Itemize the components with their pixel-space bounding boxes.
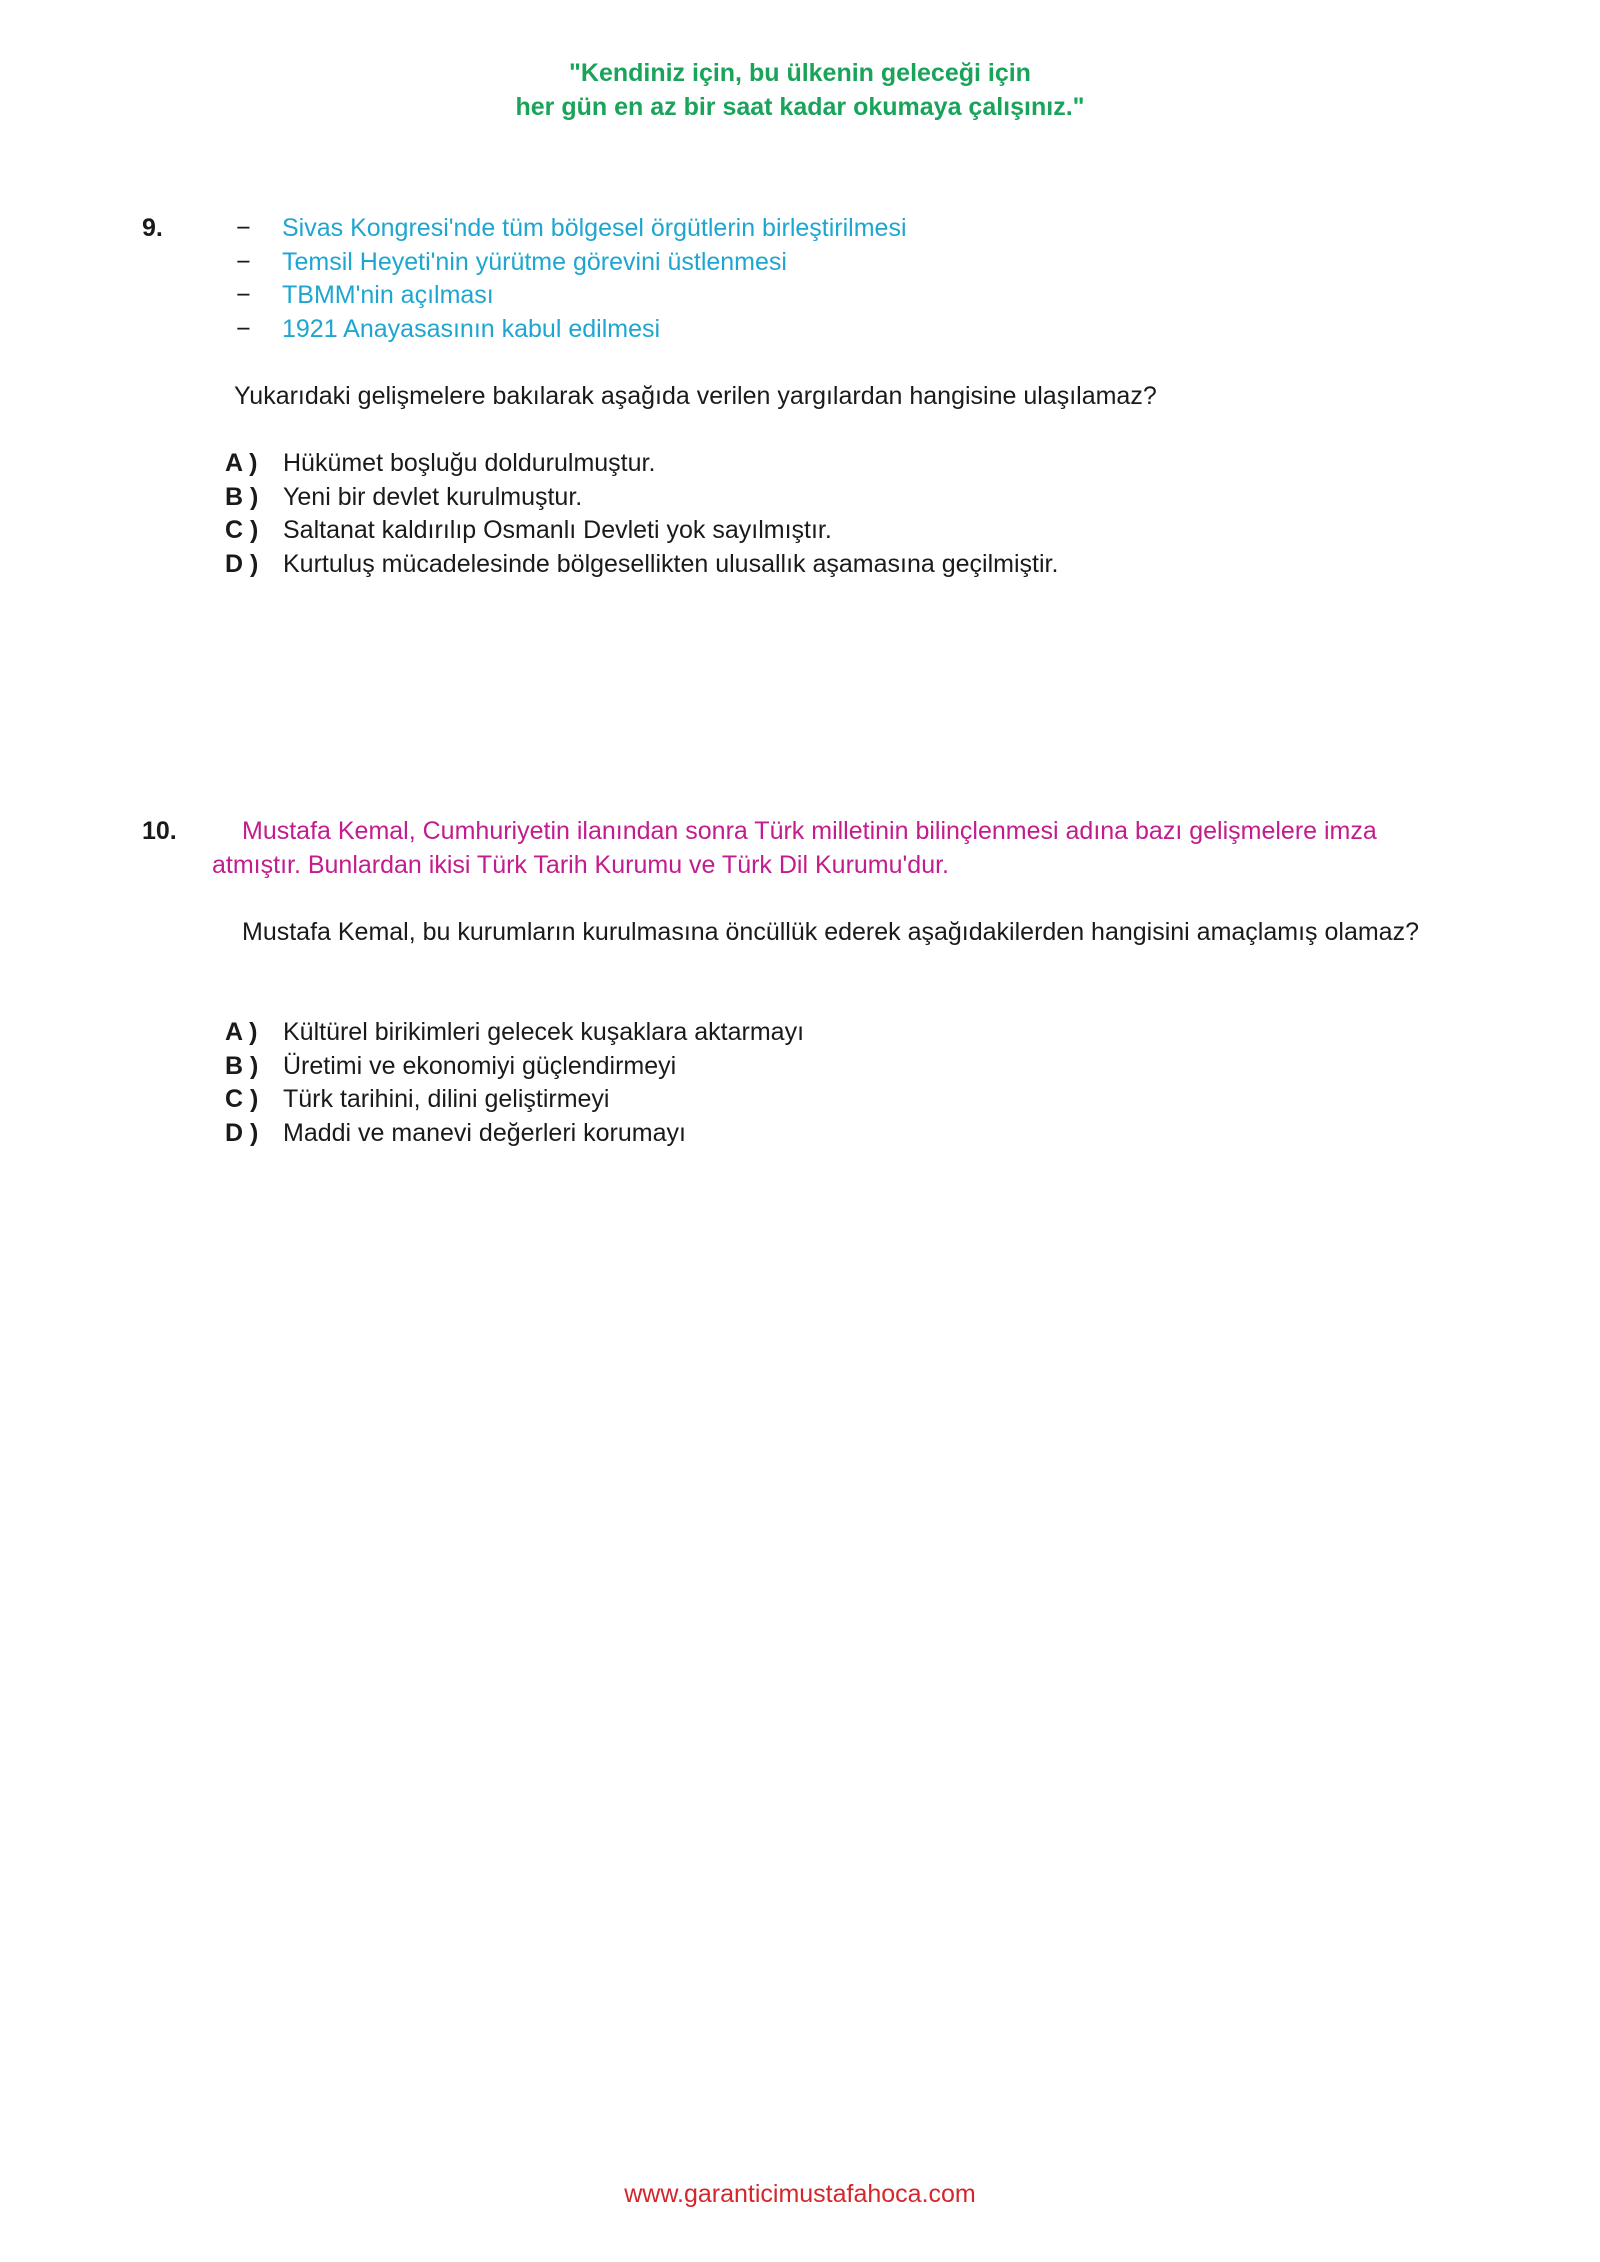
header-quote-line-2: her gün en az bir saat kadar okumaya çalışınız."	[515, 93, 1085, 121]
dash-bullet: −	[236, 214, 251, 242]
option-d[interactable]	[225, 548, 1058, 582]
option-letter: D )	[225, 1118, 259, 1147]
dash-bullet: −	[236, 314, 251, 343]
header-quote	[0, 56, 1600, 124]
question-10-intro: Mustafa Kemal, Cumhuriyetin ilanından sonra Türk milletinin bilinçlenmesi adına bazı gelişmelere imza atmıştır. Bunlardan ikisi Türk Tarih Kurumu ve Türk Dil Kurumu'dur.	[212, 817, 1377, 879]
question-9-stem: Yukarıdaki gelişmelere bakılarak aşağıda verilen yargılardan hangisine ulaşılamaz?	[234, 382, 1157, 410]
option-c[interactable]	[225, 514, 1058, 548]
option-letter: D )	[225, 549, 259, 578]
question-10-stem: Mustafa Kemal, bu kurumların kurulmasına öncüllük ederek aşağıdakilerden hangisini amaçlamış olamaz?	[242, 918, 1419, 946]
premise-item	[236, 246, 907, 280]
option-text: Üretimi ve ekonomiyi güçlendirmeyi	[283, 1051, 677, 1080]
option-text: Kültürel birikimleri gelecek kuşaklara aktarmayı	[283, 1018, 805, 1046]
dash-bullet: −	[236, 247, 251, 276]
option-letter: C )	[225, 516, 259, 544]
option-letter: B )	[225, 1051, 259, 1080]
premise-item	[236, 212, 907, 246]
dash-bullet: −	[236, 281, 251, 309]
question-10-number: 10.	[142, 817, 177, 845]
question-9-number: 9.	[142, 214, 163, 242]
question-9-options	[225, 447, 1058, 581]
header-quote-line-1: "Kendiniz için, bu ülkenin geleceği için	[569, 59, 1031, 87]
option-text: Yeni bir devlet kurulmuştur.	[283, 482, 583, 511]
premise-item	[236, 313, 907, 347]
option-text: Türk tarihini, dilini geliştirmeyi	[283, 1085, 610, 1113]
option-text: Hükümet boşluğu doldurulmuştur.	[283, 449, 656, 477]
premise-text: 1921 Anayasasının kabul edilmesi	[282, 314, 661, 343]
premise-text: Sivas Kongresi'nde tüm bölgesel örgütlerin birleştirilmesi	[282, 214, 907, 242]
option-a[interactable]	[225, 447, 1058, 481]
option-d[interactable]	[225, 1117, 804, 1151]
option-letter: A )	[225, 1018, 258, 1046]
option-letter: A )	[225, 449, 258, 477]
option-letter: B )	[225, 482, 259, 511]
option-c[interactable]	[225, 1083, 804, 1117]
question-9-premises	[236, 212, 907, 346]
option-text: Kurtuluş mücadelesinde bölgesellikten ulusallık aşamasına geçilmiştir.	[283, 549, 1059, 578]
option-b[interactable]	[225, 1050, 804, 1084]
option-a[interactable]	[225, 1016, 804, 1050]
footer-website-link[interactable]: www.garanticimustafahoca.com	[624, 2180, 976, 2208]
option-text: Saltanat kaldırılıp Osmanlı Devleti yok sayılmıştır.	[283, 516, 832, 544]
option-text: Maddi ve manevi değerleri korumayı	[283, 1118, 686, 1147]
premise-item	[236, 279, 907, 313]
premise-text: TBMM'nin açılması	[282, 281, 494, 309]
premise-text: Temsil Heyeti'nin yürütme görevini üstlenmesi	[282, 247, 787, 276]
option-letter: C )	[225, 1085, 259, 1113]
question-10-options	[225, 1016, 804, 1150]
option-b[interactable]	[225, 481, 1058, 515]
